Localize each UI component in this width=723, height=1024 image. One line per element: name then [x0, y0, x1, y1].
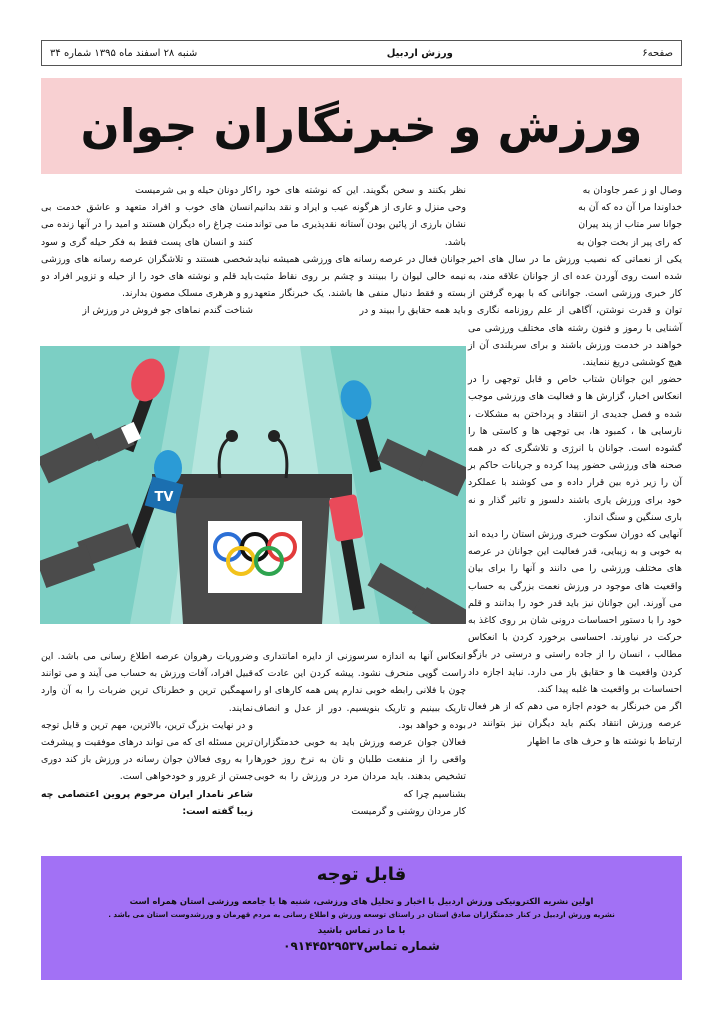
left-column-top [41, 182, 253, 320]
page-number: صفحه۶ [642, 47, 673, 59]
middle-column-bottom [254, 648, 466, 820]
publication-name: ورزش اردبیل [386, 47, 453, 59]
poem-line: جوانا سر متاب از پند پیران [578, 219, 682, 231]
paragraph: آنهایی که دوران سکوت خبری ورزش استان را دیده اند به خوبی و به زیبایی، قدر فعالیت این جوانان در عرصه های مختلف ورزشی را می دانند و آنها را برای بیان واقعیت های موجود در ورزش نعمت بزرگی به حساب می آورند. این جوانان نیز باید قدر خود را بدانند و قلم خود را با دستور احساسات درونی شان بر روی کاغذ به حرکت در نیاورند. احساسی برخورد کردن با انعکاس مطالب ، انسان را از جاده راستی و درستی در بازگو کردن واقعیت ها و حقایق باز می دارد. نباید اجازه داد احساسات بر واقعیت ها غلبه پیدا کند. [468, 529, 682, 695]
page-header [41, 40, 682, 66]
poem-line: که رای پیر از بخت جوان به [576, 236, 682, 248]
podium-icon [152, 474, 352, 624]
press-conference-illustration [40, 346, 466, 624]
closing-line: شاعر نامدار ایران مرحوم پروین اعتصامی چه زیبا گفته است: [41, 788, 253, 817]
paragraph: ضروریات رهروان عرصه اطلاع رسانی می باشد. این قبیل افراد، آفات ورزش به حساب می آیند و می توانند سهمگین ترین و خطرناک ترین ضربات را به آن وارد نمایند. [41, 651, 253, 714]
left-column-bottom [41, 648, 253, 820]
paragraph: فعالان جوان عرصه ورزش باید به خوبی خدمتگزاران واقعی را از منفعت طلبان و نان به نرخ روز خورها تشخیص بدهند. باید مردان مرد در ورزش را به خوبی بشناسیم چرا که [254, 737, 466, 800]
poem-line: وصال او ز عمر جاودان به [582, 185, 682, 196]
poem-line: خداوندا مرا آن ده که آن به [578, 202, 682, 214]
paragraph: حضور این جوانان شتاب خاص و قابل توجهی را در انعکاس اخبار، گزارش ها و فعالیت های ورزشی موجب شده و فصل جدیدی از انتقاد و پرداختن به مشکلات ، نارسایی ها ، کمبود ها، بی توجهی ها و کاستی ها را گشوده است. جوانان با انرژی و تلاشگری که در همه صحنه های ورزشی حضور پیدا کرده و جریانات حاکم بر آن را زیر ذره بین قرار داده و می کوشند با عملکرد خود برای ورزش یاری باشند دلسوز و تاثیر گذار و نه باری سنگین و سنگ انداز. [468, 374, 682, 523]
paragraph: انسان های خوب و افراد متعهد و عاشق خدمت بی منت چراغ راه دیگران هستند و امید را در آنها زنده می کنند و انسان های پست فقط به فکر حیله گری و سود شخصی هستند و تلاشگران عرصه رسانه های ورزشی باید قلم و نوشته های خود را از حیله و تزویر افراد دو رو و هرهری مسلک مصون بدارند. [41, 202, 253, 300]
paragraph: شناخت گندم نماهای جو فروش در ورزش از [82, 305, 253, 317]
notice-line: اولین نشریه الکترونیکی ورزش اردبیل با اخبار و تحلیل های ورزشی، شنبه ها با جامعه ورزشی استان همراه است [129, 896, 594, 906]
notice-contact: با ما در تماس باشید [317, 926, 406, 936]
notice-title: قابل توجه [316, 864, 407, 885]
right-column [468, 182, 682, 750]
title-banner [41, 78, 682, 174]
paragraph: جوانان فعال در عرصه رسانه های ورزشی همیشه نباید نیمه خالی لیوان را ببینند و چشم بر روی نقاط مثبت بسته و فقط دنبال منفی ها باشند. یک خبرنگار متعهد باید همه حقایق را ببیند و در [254, 253, 466, 317]
paragraph: اگر من خبرنگار به خودم اجازه می دهم که از هر فعال عرصه ورزش انتقاد بکنم باید دیگران نیز بتوانند در ارتباط با نوشته ها و حرف های ما اظهار [468, 701, 682, 747]
notice-phone: شماره تماس۰۹۱۴۴۵۲۹۵۳۷ [283, 939, 440, 953]
notice-line-small: نشریه ورزش اردبیل در کنار خدمتگزاران صادق استان در راستای توسعه ورزش و اطلاع رسانی به مردم قهرمان و ورزشدوست استان می باشد . [108, 910, 615, 919]
poem-line: کار مردان روشنی و گرمیست [351, 805, 466, 817]
paragraph: یکی از نعماتی که نصیب ورزش ما در سال های اخیر شده است روی آوردن عده ای از جوانان علاقه مند، به کار خبری ورزشی است. جوانانی که با بهره گرفتن از توان و قدرت نوشتن، آگاهی از علم روزنامه نگاری و آشنایی با رموز و فنون رشته های مختلف ورزشی می خواهند در خدمت ورزش باشند و برای سربلندی آن از هیچ کوششی دریغ ننمایند. [468, 253, 682, 369]
middle-column-top [254, 182, 466, 320]
poem-line: کار دونان حیله و بی شرمیست [135, 185, 253, 196]
paragraph: و در نهایت بزرگ ترین، بالاترین، مهم ترین و قابل توجه ترین مسئله ای که می تواند درهای موفقیت و پیشرفت را به روی فعالان جوان رسانه در ورزش باز کند دوری جستن از غرور و خودخواهی است. [41, 719, 253, 783]
tv-label: TV [154, 490, 174, 505]
article-title: ورزش و خبرنگاران جوان [80, 99, 643, 153]
paragraph: انعکاس آنها به اندازه سرسوزنی از دایره امانتداری و راست گویی منحرف نشود. پیشه کردن این عادت که چون با فلانی رابطه خوبی ندارم پس همه کارهای او را تاریک ببینیم و تاریک بنویسیم. دور از عدل و انصاف بوده و خواهد بود. [254, 651, 466, 731]
issue-date: شنبه ۲۸ اسفند ماه ۱۳۹۵ شماره ۳۴ [50, 47, 198, 59]
press-illustration-svg [40, 346, 466, 624]
notice-box [41, 856, 682, 980]
paragraph: نظر بکنند و سخن بگویند. این که نوشته های خود را وحی منزل و عاری از هرگونه عیب و ایراد و نقد بدانیم نشان بارزی از پائین بودن آستانه نقدپذیری ما می تواند باشد. [254, 185, 466, 248]
